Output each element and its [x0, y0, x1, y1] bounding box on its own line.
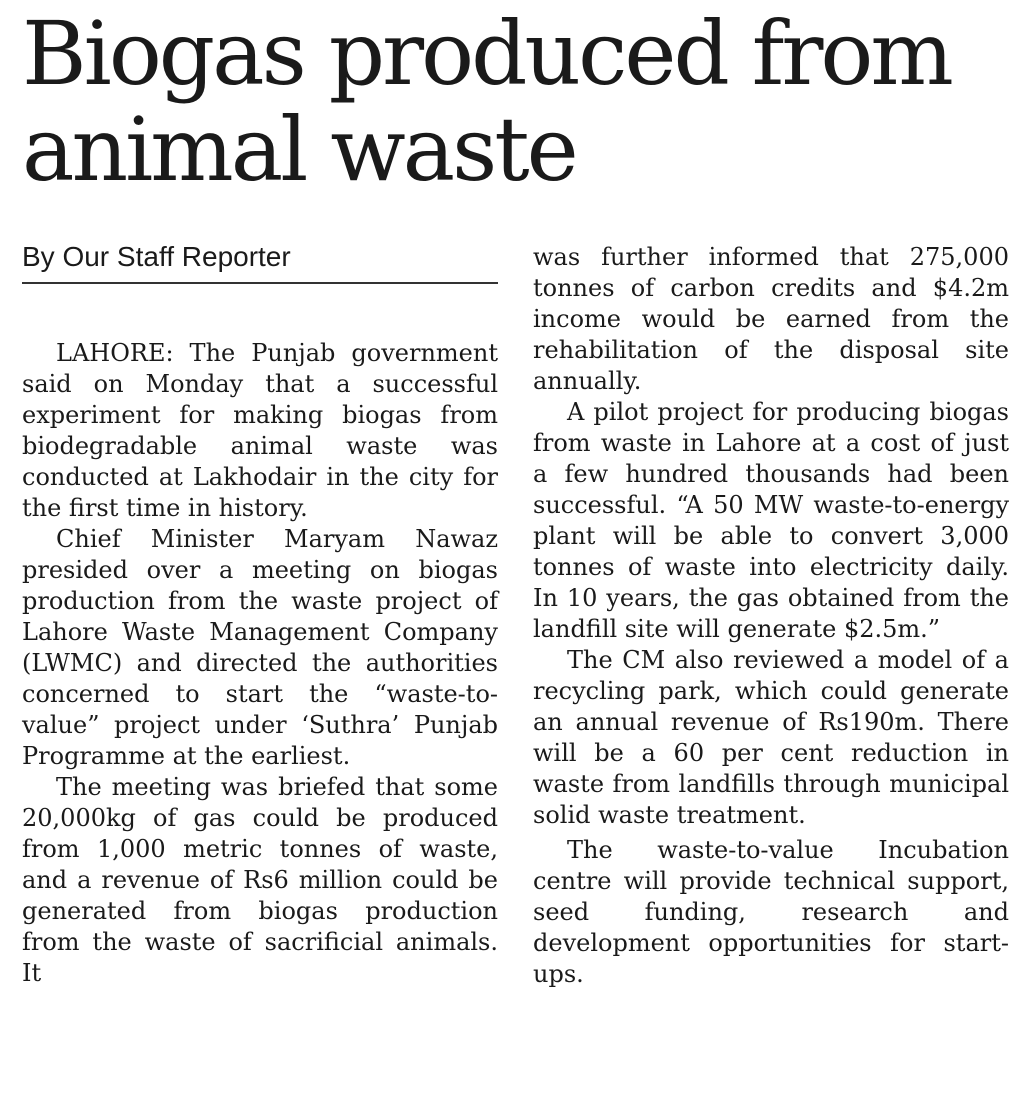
byline: By Our Staff Reporter — [22, 238, 498, 284]
paragraph-2: Chief Minister Maryam Nawaz presided over a meeting on biogas production from the waste project of Lahore Waste Management Company (LWMC) and directed the authorities concerned to start the “waste-to-value” project under ‘Suthra’ Punjab Programme at the earliest. — [22, 525, 498, 770]
paragraph-4: A pilot project for producing biogas from waste in Lahore at a cost of just a few hundred thousands had been successful. “A 50 MW waste-to-energy plant will be able to convert 3,000 tonnes of waste into electricity daily. In 10 years, the gas obtained from the landfill site will generate $2.5m.” — [533, 398, 1009, 643]
paragraph-5: The CM also reviewed a model of a recycling park, which could generate an annual revenue of Rs190m. There will be a 60 per cent reduction in waste from landfills through municipal solid waste treatment. — [533, 646, 1009, 829]
column-left — [22, 338, 498, 989]
paragraph-3-continued: was further informed that 275,000 tonnes of carbon credits and $4.2m income would be earned from the rehabilitation of the disposal site annually. — [533, 243, 1009, 395]
column-right — [533, 242, 1009, 990]
paragraph-6: The waste-to-value Incubation centre will provide technical support, seed funding, research and development opportunities for start-ups. — [533, 836, 1009, 988]
paragraph-1: LAHORE: The Punjab government said on Monday that a successful experiment for making biogas from biodegradable animal waste was conducted at Lakhodair in the city for the first time in history. — [22, 339, 498, 522]
paragraph-3: The meeting was briefed that some 20,000kg of gas could be produced from 1,000 metric tonnes of waste, and a revenue of Rs6 million could be generated from biogas production from the waste of sacrificial animals. It — [22, 773, 498, 987]
headline: Biogas produced from animal waste — [22, 2, 951, 201]
